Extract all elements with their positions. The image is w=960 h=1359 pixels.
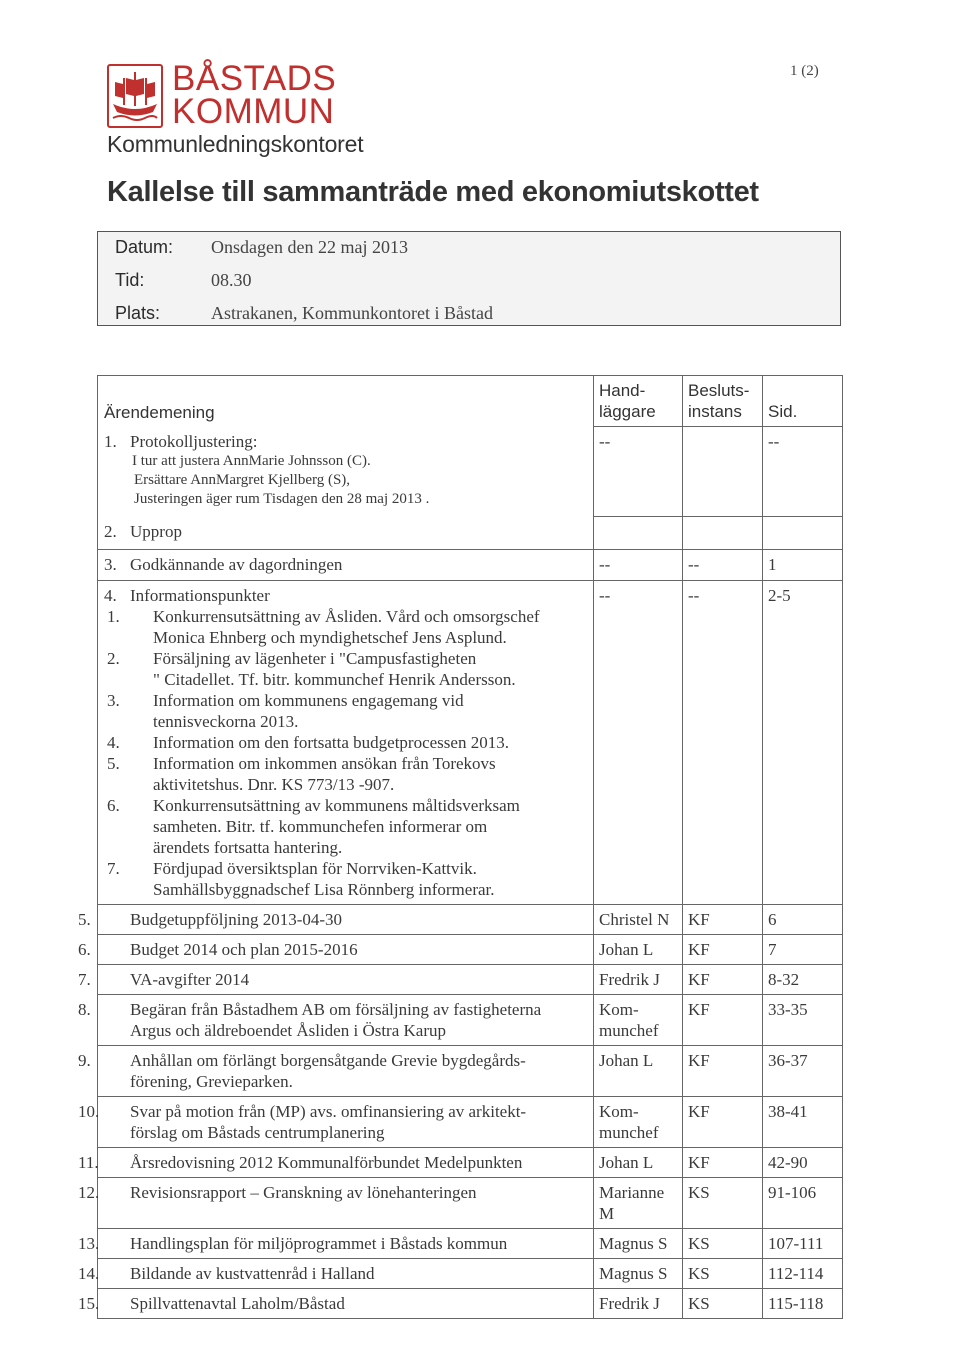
information-point-number: 3. [107, 691, 120, 710]
agenda-row [98, 1259, 843, 1289]
item-title: förslag om Båstads centrumplanering [130, 1123, 385, 1142]
page-number: 1 (2) [790, 63, 819, 79]
header-matter: Ärendemening [98, 376, 594, 427]
item-number: 9. [78, 1051, 91, 1070]
information-point-number: 2. [107, 649, 120, 668]
item-page [763, 517, 843, 550]
information-point-text: Information om kommunens engagemang vid [153, 691, 464, 710]
item-handler [594, 1259, 683, 1289]
item-handler [594, 1097, 683, 1148]
agenda-item-4 [98, 581, 594, 905]
item-page: 6 [763, 905, 843, 935]
information-point-text: aktivitetshus. Dnr. KS 773/13 -907. [153, 775, 395, 794]
agenda-item-9 [78, 1046, 594, 1097]
item-handler-line: M [599, 1204, 615, 1223]
item-handler-line: Magnus S [599, 1264, 668, 1283]
item-detail: I tur att justera AnnMarie Johnsson (C). [132, 452, 371, 469]
header-handler-line1: Hand- [599, 381, 646, 400]
information-point-number: 1. [107, 607, 120, 626]
agenda-row [98, 517, 843, 550]
header-instance-line2: instans [688, 402, 742, 421]
item-instance: KS [683, 1289, 763, 1319]
information-point [104, 648, 589, 690]
item-instance [683, 427, 763, 517]
information-point-number: 7. [107, 859, 120, 878]
item-instance: KS [683, 1229, 763, 1259]
item-title: Informationspunkter [130, 586, 270, 605]
item-handler-line: Marianne [599, 1183, 665, 1202]
item-page: 7 [763, 935, 843, 965]
item-title: Budgetuppföljning 2013-04-30 [130, 910, 343, 929]
item-page: 38-41 [763, 1097, 843, 1148]
item-title: Budget 2014 och plan 2015-2016 [130, 940, 358, 959]
header-instance-line1: Besluts- [688, 381, 750, 400]
item-handler-line: munchef [599, 1123, 659, 1142]
org-name-line1: BÅSTADS [172, 59, 337, 98]
information-point-text: Samhällsbyggnadschef Lisa Rönnberg informerar. [153, 880, 495, 899]
item-page: 91-106 [763, 1178, 843, 1229]
item-number: 12. [78, 1183, 100, 1202]
agenda-item-5 [78, 905, 594, 935]
item-page: 36-37 [763, 1046, 843, 1097]
item-title: Upprop [130, 521, 182, 541]
information-point [104, 732, 589, 753]
agenda-item-1 [98, 427, 594, 517]
item-number: 15. [78, 1294, 100, 1313]
item-instance: KF [683, 1046, 763, 1097]
header-instance [683, 376, 763, 427]
item-title: Handlingsplan för miljöprogrammet i Båstads kommun [130, 1234, 508, 1253]
agenda-row [98, 1097, 843, 1148]
agenda-item-6 [78, 935, 594, 965]
information-points-list [104, 606, 589, 900]
agenda-row [98, 1289, 843, 1319]
item-title: förening, Grevieparken. [130, 1072, 293, 1091]
item-handler-line: Johan L [599, 1051, 654, 1070]
place-value: Astrakanen, Kommunkontoret i Båstad [211, 303, 493, 323]
agenda-table [78, 375, 843, 1319]
item-instance [683, 517, 763, 550]
information-point-text: Konkurrensutsättning av Åsliden. Vård och omsorgschef [153, 607, 540, 626]
header-handler [594, 376, 683, 427]
item-handler: -- [594, 427, 683, 517]
item-page: -- [763, 427, 843, 517]
item-instance: KF [683, 1148, 763, 1178]
agenda-row [98, 581, 843, 905]
item-detail: Justeringen äger rum Tisdagen den 28 maj 2013 . [134, 490, 430, 507]
item-page: 112-114 [763, 1259, 843, 1289]
agenda-header-row [98, 376, 843, 427]
item-page: 8-32 [763, 965, 843, 995]
header-handler-line2: läggare [599, 402, 656, 421]
agenda-row [98, 1046, 843, 1097]
item-instance: KS [683, 1178, 763, 1229]
item-instance: -- [683, 581, 763, 905]
item-number: 2. [104, 521, 117, 541]
item-handler-line: munchef [599, 1021, 659, 1040]
item-number: 5. [78, 910, 91, 929]
item-instance: KF [683, 1097, 763, 1148]
item-title: Protokolljustering: [130, 431, 258, 451]
agenda-row [98, 427, 843, 517]
item-handler [594, 517, 683, 550]
item-detail: Ersättare AnnMargret Kjellberg (S), [134, 471, 351, 488]
agenda-item-10 [78, 1097, 594, 1148]
time-label: Tid: [115, 270, 145, 290]
agenda-item-13 [78, 1229, 594, 1259]
information-point [104, 795, 589, 858]
agenda-row [98, 905, 843, 935]
item-handler [594, 1289, 683, 1319]
item-handler-line: Christel N [599, 910, 670, 929]
item-handler: -- [594, 581, 683, 905]
information-point [104, 606, 589, 648]
item-handler [594, 1178, 683, 1229]
coat-of-arms-ship-icon [107, 64, 163, 128]
item-instance: KS [683, 1259, 763, 1289]
agenda-item-3 [98, 550, 594, 581]
agenda-row [98, 935, 843, 965]
item-page: 1 [763, 550, 843, 581]
meeting-info-box [97, 231, 841, 326]
agenda-item-8 [78, 995, 594, 1046]
item-handler-line: Fredrik J [599, 1294, 660, 1313]
information-point-text: Konkurrensutsättning av kommunens måltidsverksam [153, 796, 520, 815]
item-handler [594, 1046, 683, 1097]
item-instance: KF [683, 905, 763, 935]
item-handler-line: Johan L [599, 940, 654, 959]
agenda-row [98, 1148, 843, 1178]
item-title: Spillvattenavtal Laholm/Båstad [130, 1294, 345, 1313]
date-label: Datum: [115, 237, 174, 257]
item-title: Godkännande av dagordningen [130, 555, 343, 574]
item-handler [594, 935, 683, 965]
department-name: Kommunledningskontoret [107, 131, 364, 157]
information-point-text: ärendets fortsatta hantering. [153, 838, 343, 857]
item-instance: -- [683, 550, 763, 581]
item-instance: KF [683, 935, 763, 965]
header-page: Sid. [763, 376, 843, 427]
item-title: Argus och äldreboendet Åsliden i Östra Karup [130, 1021, 446, 1040]
information-point-text: Försäljning av lägenheter i "Campusfastigheten [153, 649, 477, 668]
information-point [104, 690, 589, 732]
information-point-text: Information om inkommen ansökan från Torekovs [153, 754, 496, 773]
item-title: Anhållan om förlängt borgensåtgande Grevie bygdegårds- [130, 1051, 526, 1070]
agenda-item-7 [78, 965, 594, 995]
item-number: 13. [78, 1234, 100, 1253]
item-page: 2-5 [763, 581, 843, 905]
information-point-number: 6. [107, 796, 120, 815]
agenda-item-12 [78, 1178, 594, 1229]
item-page: 107-111 [763, 1229, 843, 1259]
item-handler-line: Kom- [599, 1000, 639, 1019]
item-title: Årsredovisning 2012 Kommunalförbundet Medelpunkten [130, 1153, 523, 1172]
item-number: 1. [104, 431, 117, 451]
information-point [104, 858, 589, 900]
item-handler [594, 965, 683, 995]
agenda-item-11 [78, 1148, 594, 1178]
date-value: Onsdagen den 22 maj 2013 [211, 237, 408, 257]
agenda-item-2 [98, 517, 594, 550]
item-handler-line: Fredrik J [599, 970, 660, 989]
agenda-row [98, 995, 843, 1046]
information-point-text: samheten. Bitr. tf. kommunchefen informerar om [153, 817, 488, 836]
item-page: 115-118 [763, 1289, 843, 1319]
organization-name [172, 59, 337, 131]
place-label: Plats: [115, 303, 161, 323]
information-point-text: Fördjupad översiktsplan för Norrviken-Kattvik. [153, 859, 477, 878]
item-page: 33-35 [763, 995, 843, 1046]
document-title: Kallelse till sammanträde med ekonomiutskottet [107, 176, 759, 208]
information-point-number: 4. [107, 733, 120, 752]
agenda-item-15 [78, 1289, 594, 1319]
item-title: Begäran från Båstadhem AB om försäljning av fastigheterna [130, 1000, 542, 1019]
item-number: 7. [78, 970, 91, 989]
item-handler-line: Johan L [599, 1153, 654, 1172]
item-handler [594, 905, 683, 935]
item-number: 3. [104, 555, 117, 574]
item-handler [594, 1148, 683, 1178]
item-handler-line: Kom- [599, 1102, 639, 1121]
item-number: 10. [78, 1102, 100, 1121]
item-page: 42-90 [763, 1148, 843, 1178]
agenda-rows [78, 905, 843, 1319]
item-number: 8. [78, 1000, 91, 1019]
agenda-row [98, 550, 843, 581]
item-number: 14. [78, 1264, 100, 1283]
agenda-item-14 [78, 1259, 594, 1289]
item-handler [594, 995, 683, 1046]
item-number: 11. [78, 1153, 99, 1172]
information-point-text: " Citadellet. Tf. bitr. kommunchef Henrik Andersson. [153, 670, 516, 689]
item-title: Revisionsrapport – Granskning av lönehanteringen [130, 1183, 477, 1202]
information-point [104, 753, 589, 795]
agenda-row [98, 1178, 843, 1229]
item-handler [594, 1229, 683, 1259]
item-title: Bildande av kustvattenråd i Halland [130, 1264, 375, 1283]
information-point-text: Information om den fortsatta budgetprocessen 2013. [153, 733, 509, 752]
information-point-text: Monica Ehnberg och myndighetschef Jens Asplund. [153, 628, 507, 647]
item-title: Svar på motion från (MP) avs. omfinansiering av arkitekt- [130, 1102, 527, 1121]
item-handler-line: Magnus S [599, 1234, 668, 1253]
item-number: 4. [104, 586, 117, 605]
item-title: VA-avgifter 2014 [130, 970, 250, 989]
item-number: 6. [78, 940, 91, 959]
org-name-line2: KOMMUN [172, 92, 335, 131]
information-point-number: 5. [107, 754, 120, 773]
agenda-row [98, 965, 843, 995]
item-instance: KF [683, 965, 763, 995]
item-instance: KF [683, 995, 763, 1046]
agenda-row [98, 1229, 843, 1259]
information-point-text: tennisveckorna 2013. [153, 712, 299, 731]
item-handler: -- [594, 550, 683, 581]
time-value: 08.30 [211, 270, 252, 290]
